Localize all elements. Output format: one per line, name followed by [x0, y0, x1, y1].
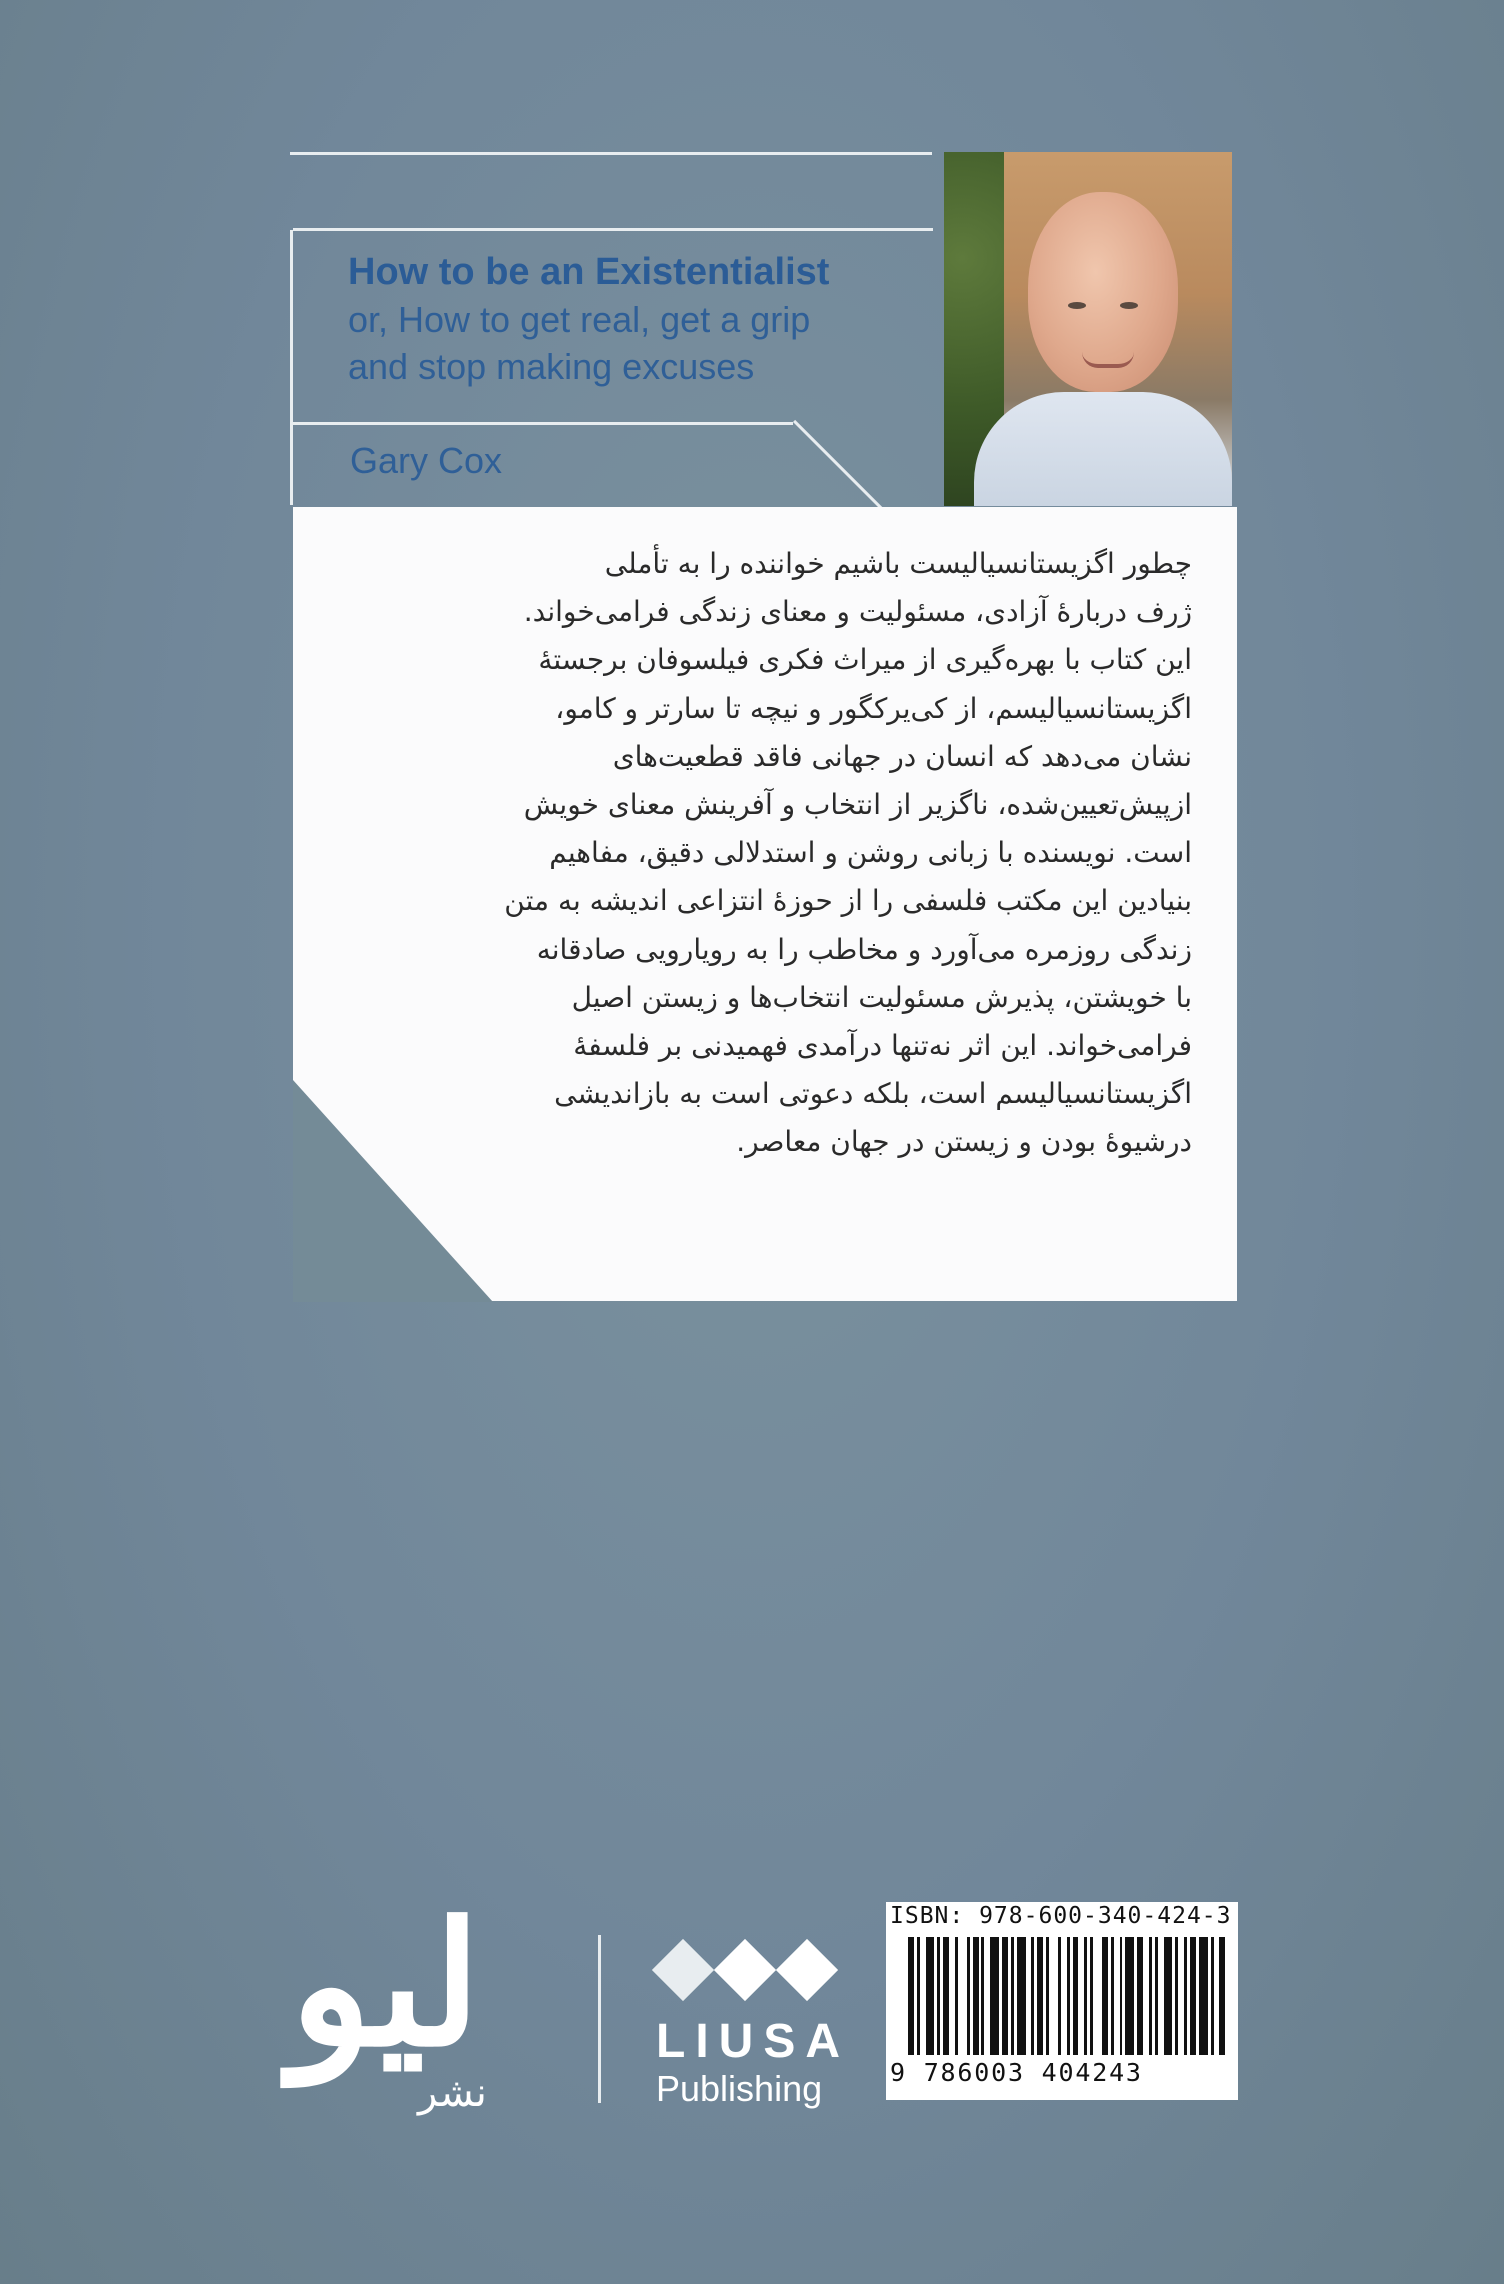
- description-line: زندگی روزمره می‌آورد و مخاطب را به رویارویی صادقانه: [536, 932, 1192, 966]
- book-title: How to be an Existentialist: [348, 251, 830, 293]
- diamond-2: [714, 1939, 776, 2001]
- barcode-number: 9 786003 404243: [890, 2058, 1143, 2087]
- description-line: نشان می‌دهد که انسان در جهانی فاقد قطعیت‌های: [612, 739, 1192, 773]
- description-line: اگزیستانسیالیسم است، بلکه دعوتی است به بازاندیشی: [554, 1077, 1192, 1111]
- description-text: [340, 540, 1192, 1167]
- frame-line-inner: [293, 228, 933, 231]
- diamond-1: [652, 1939, 714, 2001]
- description-line: بنیادین این مکتب فلسفی را از حوزهٔ انتزاعی اندیشه به متن: [504, 884, 1192, 918]
- author-photo: [944, 152, 1232, 506]
- description-line: است. نویسنده با زبانی روشن و استدلالی دقیق، مفاهیم: [549, 836, 1192, 870]
- description-line: ازپیش‌تعیین‌شده، ناگزیر از انتخاب و آفرینش معنای خویش: [523, 788, 1192, 822]
- photo-shirt: [974, 392, 1232, 506]
- arabic-logo-mark: لیو: [290, 1885, 481, 2085]
- photo-mouth: [1082, 352, 1134, 368]
- book-subtitle-line-2: and stop making excuses: [348, 346, 755, 387]
- diamond-3: [776, 1939, 838, 2001]
- description-line: فرامی‌خواند. این اثر نه‌تنها درآمدی فهمیدنی بر فلسفهٔ: [573, 1029, 1192, 1063]
- photo-eye-right: [1120, 302, 1138, 309]
- description-line: درشیوهٔ بودن و زیستن در جهان معاصر.: [736, 1125, 1192, 1159]
- publisher-name: LIUSA: [656, 2015, 850, 2068]
- description-line: ژرف دربارهٔ آزادی، مسئولیت و معنای زندگی فرامی‌خواند.: [523, 595, 1192, 629]
- description-line: با خویشتن، پذیرش مسئولیت انتخاب‌ها و زیستن اصیل: [571, 980, 1192, 1014]
- arabic-logo-label: نشر: [418, 2070, 487, 2116]
- frame-line-diagonal: [793, 420, 886, 513]
- book-subtitle-line-1: or, How to get real, get a grip: [348, 299, 811, 340]
- liusa-diamonds-icon: [651, 1930, 841, 2010]
- frame-line-left: [290, 230, 293, 505]
- photo-eye-left: [1068, 302, 1086, 309]
- title-block: [348, 248, 908, 390]
- logo-divider: [598, 1935, 601, 2103]
- description-line: این کتاب با بهره‌گیری از میراث فکری فیلسوفان برجستهٔ: [538, 643, 1192, 677]
- author-name: Gary Cox: [350, 440, 503, 481]
- frame-line-under-title: [293, 422, 793, 425]
- barcode-bars: [908, 1937, 1228, 2055]
- isbn-label: ISBN: 978-600-340-424-3: [890, 1903, 1232, 1929]
- publisher-tagline: Publishing: [656, 2068, 823, 2109]
- description-line: اگزیستانسیالیسم، از کی‌یرکگور و نیچه تا سارتر و کامو،: [555, 691, 1192, 725]
- frame-line-top: [290, 152, 932, 155]
- description-line: چطور اگزیستانسیالیست باشیم خواننده را به تأملی: [604, 547, 1192, 580]
- publisher-arabic-logo: [290, 1885, 520, 2130]
